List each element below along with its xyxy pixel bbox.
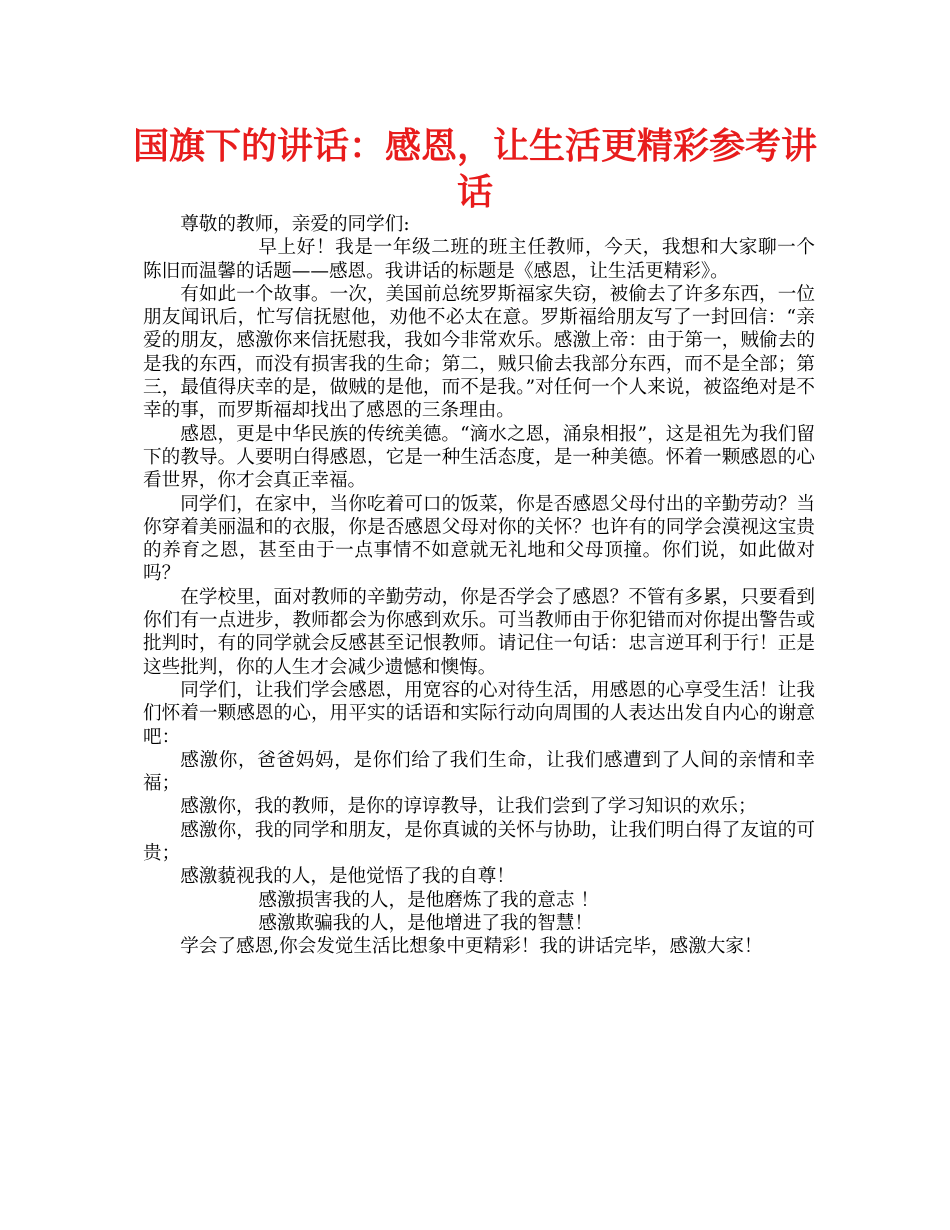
paragraph-tradition: 感恩，更是中华民族的传统美德。“滴水之恩，涌泉相报”，这是祖先为我们留下的教导。人要明白得感恩，它是一种生活态度，是一种美德。怀着一颗感恩的心看世界，你才会真正幸福。 (143, 423, 815, 492)
paragraph-closing: 学会了感恩,你会发觉生活比想象中更精彩！我的讲话完毕，感激大家！ (180, 936, 763, 958)
paragraph-thanks-parents: 感激你，爸爸妈妈，是你们给了我们生命，让我们感遭到了人间的亲情和幸福； (143, 749, 815, 795)
paragraph-thanks-contempt: 感激藐视我的人，是他觉悟了我的自尊！ (180, 866, 515, 888)
document-body (143, 213, 815, 959)
paragraph-thanks-harm: 感激损害我的人，是他磨炼了我的意志 ！ (258, 889, 599, 911)
paragraph-thanks-friends: 感激你，我的同学和朋友，是你真诚的关怀与协助，让我们明白得了友谊的可贵； (143, 819, 815, 865)
document-title: 国旗下的讲话：感恩，让生活更精彩参考讲话 (132, 126, 817, 213)
paragraph-greeting: 尊敬的教师，亲爱的同学们: (180, 214, 410, 235)
paragraph-story: 有如此一个故事。一次，美国前总统罗斯福家失窃，被偷去了许多东西，一位朋友闻讯后，忙写信抚慰他，劝他不必太在意。罗斯福给朋友写了一封回信：“亲爱的朋友，感激你来信抚慰我，我如今非常欢乐。感激上帝：由于第一，贼偷去的是我的东西，而没有损害我的生命；第二，贼只偷去我部分东西，而不是全部；第三，最值得庆幸的是，做贼的是他，而不是我。”对任何一个人来说，被盗绝对是不幸的事，而罗斯福却找出了感恩的三条理由。 (143, 283, 815, 422)
paragraph-call-to-action: 同学们，让我们学会感恩，用宽容的心对待生活，用感恩的心享受生活！让我们怀着一颗感恩的心，用平实的话语和实际行动向周围的人表达出发自内心的谢意吧： (143, 679, 815, 748)
paragraph-home: 同学们，在家中，当你吃着可口的饭菜，你是否感恩父母付出的辛勤劳动？当你穿着美丽温和的衣服，你是否感恩父母对你的关怀？也许有的同学会漠视这宝贵的养育之恩，甚至由于一点事情不如意就无礼地和父母顶撞。你们说，如此做对吗？ (143, 493, 815, 585)
paragraph-thanks-teachers: 感激你，我的教师，是你的谆谆教导，让我们尝到了学习知识的欢乐； (180, 796, 757, 818)
paragraph-intro: 早上好！我是一年级二班的班主任教师，今天，我想和大家聊一个陈旧而温馨的话题——感恩。我讲话的标题是《感恩，让生活更精彩》。 (143, 237, 815, 282)
paragraph-school: 在学校里，面对教师的辛勤劳动，你是否学会了感恩？不管有多累，只要看到你们有一点进步，教师都会为你感到欢乐。可当教师由于你犯错而对你提出警告或批判时，有的同学就会反感甚至记恨教师。请记住一句话：忠言逆耳利于行！正是这些批判，你的人生才会减少遗憾和懊悔。 (143, 586, 815, 678)
paragraph-thanks-deceive: 感激欺骗我的人，是他增进了我的智慧！ (258, 912, 594, 934)
